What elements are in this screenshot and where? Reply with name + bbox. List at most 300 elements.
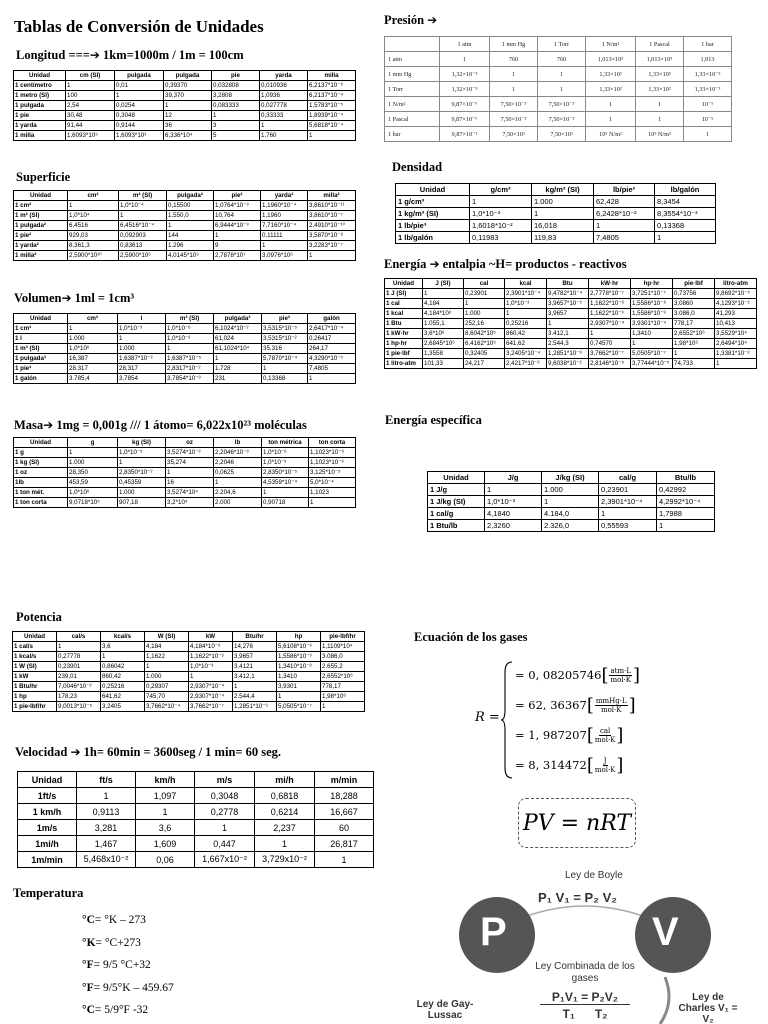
velocidad-heading: Velocidad ➔ 1h= 60min = 3600seg / 1 min= 60 seg.	[15, 745, 282, 759]
row-label: 1 Btu/hr	[13, 682, 57, 692]
column-header: W (SI)	[145, 632, 189, 642]
column-header: yarda	[260, 71, 308, 81]
table-cell: 1,7988	[657, 508, 715, 520]
table-cell: 1	[115, 91, 164, 101]
table-cell: 0,2778	[195, 804, 255, 820]
table-cell: 1	[440, 52, 490, 67]
row-label: 1 m³ (SI)	[14, 344, 68, 354]
table-cell: 0,6818	[255, 788, 315, 804]
table-cell: 18,288	[315, 788, 374, 804]
row-label: 1 l	[14, 334, 68, 344]
table-row	[428, 520, 715, 532]
table-row	[14, 324, 356, 334]
table-row	[385, 289, 757, 299]
column-header: cal/s	[57, 632, 101, 642]
column-header: ton métrica	[262, 438, 309, 448]
table-cell: 5,6818*10⁻⁴	[308, 121, 356, 131]
table-row	[14, 231, 356, 241]
table-cell: 3,9657*10⁻³	[547, 299, 589, 309]
right-bracket-icon: ]	[616, 754, 624, 776]
table-cell: 1	[145, 662, 189, 672]
table-row	[14, 468, 356, 478]
table-cell: 35,274	[166, 458, 214, 468]
table-cell: 9,8692*10⁻³	[715, 289, 757, 299]
formula-variable: °K	[82, 936, 96, 949]
table-cell: 0,0625	[214, 468, 262, 478]
table-row	[14, 121, 356, 131]
table-row	[385, 67, 732, 82]
unit-numerator: J	[603, 756, 607, 765]
table-cell: 1,3410	[277, 672, 321, 682]
table-cell: 1.000	[464, 309, 505, 319]
table-cell: 1,1960	[261, 211, 308, 221]
gases-heading: Ecuación de los gases	[414, 630, 528, 644]
column-header: J/kg (SI)	[542, 472, 599, 484]
table-cell: 0,25216	[505, 319, 547, 329]
gas-constant-equation	[515, 690, 715, 720]
row-label: 1 cal/g	[428, 508, 485, 520]
combined-law-numerator: P₁V₁ = P₂V₂	[540, 990, 630, 1005]
table-cell: 1.728	[214, 364, 262, 374]
row-label: 1 hp·hr	[385, 339, 423, 349]
table-row	[428, 484, 715, 496]
row-label: 1 hp	[13, 692, 57, 702]
column-header: Btu/hr	[233, 632, 277, 642]
table-cell: 3.412,1	[233, 672, 277, 682]
row-label: 1 g/cm³	[396, 196, 470, 208]
left-bracket-icon: [	[586, 754, 594, 776]
table-cell: 1	[684, 127, 732, 142]
row-label: 1m/min	[18, 852, 77, 868]
table-cell: 1,1622*10⁻³	[589, 309, 631, 319]
table-cell: 2,54	[66, 101, 115, 111]
table-cell: 1	[77, 788, 136, 804]
table-row	[14, 334, 356, 344]
column-header: cm (SI)	[66, 71, 115, 81]
table-header-row	[396, 184, 716, 196]
column-header: kW	[189, 632, 233, 642]
table-cell: 9,6038*10⁻²	[547, 359, 589, 369]
row-label: 1 pulgada²	[14, 221, 68, 231]
table-cell: 0,3048	[195, 788, 255, 804]
temperature-formula	[82, 1004, 148, 1016]
table-cell: 4,184	[145, 642, 189, 652]
table-cell: 1	[308, 374, 356, 384]
table-header-row	[385, 37, 732, 52]
table-cell: 1	[68, 324, 118, 334]
row-label: 1 cal	[385, 299, 423, 309]
column-header: Btu	[547, 279, 589, 289]
table-cell: 1,0*10⁻³	[470, 208, 532, 220]
temperatura-heading: Temperatura	[13, 886, 84, 900]
column-header: pulgada³	[214, 314, 262, 324]
arrow-right-icon: ➔	[61, 291, 72, 305]
column-header: Unidad	[14, 438, 68, 448]
table-cell: 3,9301	[277, 682, 321, 692]
column-header: Btu/lb	[657, 472, 715, 484]
table-cell: 144	[167, 231, 214, 241]
row-label: 1 W (SI)	[13, 662, 57, 672]
table-cell: 1,0*10⁻⁶	[166, 324, 214, 334]
gas-constant-equations	[515, 660, 715, 780]
table-row	[385, 52, 732, 67]
formula-variable: °F	[82, 959, 94, 971]
table-cell: 7,4805	[594, 232, 655, 244]
table-cell: 1,5586*10⁻⁶	[631, 299, 673, 309]
row-label: 1 J/g	[428, 484, 485, 496]
table-cell: 745,70	[145, 692, 189, 702]
table-cell: 10,764	[214, 211, 261, 221]
row-label: 1 N/m²	[385, 97, 440, 112]
column-header: kg/m³ (SI)	[532, 184, 594, 196]
table-cell: 1	[655, 232, 716, 244]
table-cell: 3.412,1	[547, 329, 589, 339]
column-header: J (SI)	[423, 279, 464, 289]
gas-constant-value: = 0, 08205746	[515, 668, 602, 682]
table-cell: 2,2046*10⁻³	[214, 448, 262, 458]
table-cell: 39,370	[164, 91, 212, 101]
column-header: cm²	[68, 191, 119, 201]
table-cell: 1.000	[542, 484, 599, 496]
table-cell: 0,447	[195, 836, 255, 852]
table-cell: 4,2992*10⁻⁴	[657, 496, 715, 508]
table-row	[14, 374, 356, 384]
table-cell: 0,13368	[655, 220, 716, 232]
table-row	[385, 339, 757, 349]
row-label: 1 J (SI)	[385, 289, 423, 299]
table-cell: 2,4217*10⁻²	[505, 359, 547, 369]
table-cell: 62,428	[594, 196, 655, 208]
table-cell: 4,184*10³	[423, 309, 464, 319]
volume-letter: V	[652, 910, 679, 954]
table-row	[385, 97, 732, 112]
table-cell: 0,45359	[118, 478, 166, 488]
table-cell: 16,667	[315, 804, 374, 820]
table-cell: 2,7878*10⁷	[214, 251, 261, 261]
row-label: 1 oz	[14, 468, 68, 478]
table-cell: 1,0*10⁻³	[262, 458, 309, 468]
table-cell: 2,2046	[214, 458, 262, 468]
table-cell: 778,17	[673, 319, 715, 329]
table-cell: 1	[464, 299, 505, 309]
unit-fraction	[595, 757, 616, 774]
table-cell: 3,9301*10⁻⁴	[631, 319, 673, 329]
table-cell: 1	[586, 112, 636, 127]
row-label: 1 milla²	[14, 251, 68, 261]
column-header: 1 N/m²	[586, 37, 636, 52]
table-cell: 1	[542, 496, 599, 508]
unit-fraction	[595, 697, 628, 714]
superficie-heading: Superficie	[16, 170, 71, 184]
table-row	[13, 662, 365, 672]
table-cell: 6,1024*10⁻²	[214, 324, 262, 334]
column-header: km/h	[136, 772, 195, 788]
table-cell: 1	[715, 359, 757, 369]
row-label: 1 pulgada³	[14, 354, 68, 364]
table-cell: 0,23901	[464, 289, 505, 299]
table-cell: 2,9307*10⁻⁴	[189, 692, 233, 702]
row-label: 1 kg (SI)	[14, 458, 68, 468]
table-cell: 2,237	[255, 820, 315, 836]
column-header: milla	[308, 71, 356, 81]
table-cell: 9,4782*10⁻⁴	[547, 289, 589, 299]
table-cell: 1,3381*10⁻²	[715, 349, 757, 359]
row-label: 1 pie-lbf/hr	[13, 702, 57, 712]
table-row	[385, 299, 757, 309]
table-cell: 5,6108*10⁻³	[277, 642, 321, 652]
column-header: 1 bar	[684, 37, 732, 52]
table-cell: 119,83	[532, 232, 594, 244]
table-cell: 3,7854*10⁻³	[166, 374, 214, 384]
table-cell: 0,083333	[212, 101, 260, 111]
table-cell: 1,0936	[260, 91, 308, 101]
formula-expression: = 9/5°K – 459.67	[93, 981, 174, 994]
page-title: Tablas de Conversión de Unidades	[14, 17, 264, 36]
table-cell: 3,7251*10⁻⁷	[631, 289, 673, 299]
table-cell: 1	[57, 642, 101, 652]
table-cell: 2,5900*10¹⁰	[68, 251, 119, 261]
table-cell: 3,9657	[233, 652, 277, 662]
table-cell: 641,62	[101, 692, 145, 702]
table-cell: 3,5315*10⁻²	[262, 334, 308, 344]
row-label: 1 J/kg (SI)	[428, 496, 485, 508]
table-cell: 60	[315, 820, 374, 836]
table-cell: 1,1622	[145, 652, 189, 662]
column-header: kcal/s	[101, 632, 145, 642]
table-cell: 6,4516	[68, 221, 119, 231]
table-cell: 4,5359*10⁻⁴	[262, 478, 309, 488]
table-cell: 1,0*10⁻³	[189, 662, 233, 672]
row-label: 1 km/h	[18, 804, 77, 820]
table-cell: 2.000	[214, 498, 262, 508]
table-cell: 760	[490, 52, 538, 67]
table-cell: 1,013×10⁵	[586, 52, 636, 67]
table-cell: 2.326,0	[542, 520, 599, 532]
temperature-formula	[82, 914, 146, 926]
temperature-formula	[82, 982, 174, 994]
right-bracket-icon: ]	[632, 664, 641, 686]
gas-constant-equation	[515, 750, 715, 780]
table-cell: 2,5900*10⁶	[119, 251, 167, 261]
table-cell: 9	[214, 241, 261, 251]
column-header: ton corta	[309, 438, 356, 448]
unit-denominator: mol·K	[594, 735, 616, 744]
formula-expression: = 9/5 °C+32	[93, 959, 151, 971]
row-label: 1 bar	[385, 127, 440, 142]
table-cell: 3,729x10⁻²	[255, 852, 315, 868]
table-cell: 1	[631, 339, 673, 349]
energia-especifica-table	[427, 471, 715, 532]
table-cell: 4,1840	[485, 508, 542, 520]
right-bracket-icon: ]	[628, 694, 636, 716]
table-cell: 453,59	[68, 478, 118, 488]
table-header-row	[18, 772, 374, 788]
table-cell: 1,3410*10⁻³	[277, 662, 321, 672]
table-cell: 1,32×10⁻³	[440, 67, 490, 82]
row-label: 1 mm Hg	[385, 67, 440, 82]
table-header-row	[428, 472, 715, 484]
table-cell: 1	[315, 852, 374, 868]
table-row	[428, 496, 715, 508]
table-cell: 24,217	[464, 359, 505, 369]
potencia-heading: Potencia	[16, 610, 62, 624]
table-cell: 6,2137*10⁻⁴	[308, 91, 356, 101]
table-cell: 10⁵ N/m²	[636, 127, 684, 142]
table-cell: 0,86042	[101, 662, 145, 672]
table-cell: 0,032808	[212, 81, 260, 91]
table-cell: 1	[214, 354, 262, 364]
temperature-formula	[82, 959, 151, 971]
row-label: 1 Torr	[385, 82, 440, 97]
column-header: l	[118, 314, 166, 324]
table-cell: 3,0976*10⁶	[261, 251, 308, 261]
table-cell: 0,23901	[599, 484, 657, 496]
column-header: pie	[212, 71, 260, 81]
table-cell: 41,293	[715, 309, 757, 319]
column-header: Unidad	[14, 71, 66, 81]
table-cell: 5,468x10⁻²	[77, 852, 136, 868]
column-header: milla²	[308, 191, 356, 201]
column-header: cm³	[68, 314, 118, 324]
table-cell: 1,5783*10⁻⁵	[308, 101, 356, 111]
table-cell: 1,33×10²	[636, 82, 684, 97]
column-header: m/min	[315, 772, 374, 788]
table-cell: 0,32405	[464, 349, 505, 359]
column-header: hp	[277, 632, 321, 642]
table-cell: 10⁻⁵	[684, 97, 732, 112]
left-bracket-icon: [	[601, 664, 609, 686]
table-cell: 1,0*10⁻³	[505, 299, 547, 309]
table-cell: 2,4910*10⁻¹⁰	[308, 221, 356, 231]
unit-denominator: mol·K	[610, 675, 631, 684]
table-row	[396, 208, 716, 220]
row-label: 1 yarda²	[14, 241, 68, 251]
column-header: Unidad	[385, 279, 423, 289]
table-cell: 1,98*10⁶	[673, 339, 715, 349]
table-cell: 28,317	[118, 364, 166, 374]
table-cell: 0,15500	[167, 201, 214, 211]
table-cell: 3,125*10⁻⁵	[309, 468, 356, 478]
row-label: 1 pie·lbf	[385, 349, 423, 359]
table-cell: 3	[212, 121, 260, 131]
table-row	[18, 788, 374, 804]
charles-arrow	[660, 977, 669, 1024]
table-cell: 1,0764*10⁻³	[214, 201, 261, 211]
column-header: lb/pie³	[594, 184, 655, 196]
table-cell: 101,33	[423, 359, 464, 369]
table-cell: 1	[164, 101, 212, 111]
table-cell: 1.000	[68, 334, 118, 344]
table-cell: 1	[214, 478, 262, 488]
formula-expression: = 5/9°F -32	[94, 1004, 149, 1016]
energia-heading: Energía ➔ entalpia ~H= productos - reactivos	[384, 257, 627, 271]
table-cell: 1	[309, 498, 356, 508]
table-cell: 28.317	[68, 364, 118, 374]
table-cell: 1,1960*10⁻⁴	[261, 201, 308, 211]
table-header-row	[14, 314, 356, 324]
column-header: pie²	[214, 191, 261, 201]
table-cell: 7,0046*10⁻²	[57, 682, 101, 692]
table-row	[14, 344, 356, 354]
table-cell: 2.204,6	[214, 488, 262, 498]
column-header: 1 Pascal	[636, 37, 684, 52]
table-cell: 1	[167, 221, 214, 231]
table-cell: 1	[308, 131, 356, 141]
table-header-row	[14, 438, 356, 448]
table-cell: 1	[212, 111, 260, 121]
table-cell: 1	[277, 692, 321, 702]
table-cell: 9,87×10⁻⁶	[440, 97, 490, 112]
charles-label: Ley de Charles V₁ = V₂	[678, 992, 738, 1024]
table-cell: 7,50×10⁻³	[490, 112, 538, 127]
table-cell: 1	[586, 97, 636, 112]
row-label: 1 kW·hr	[385, 329, 423, 339]
table-row	[385, 349, 757, 359]
arrow-right-icon: ➔	[70, 745, 81, 759]
ideal-gas-law: PV = nRT	[522, 810, 632, 836]
table-cell: 1,6093*10³	[115, 131, 164, 141]
velocidad-table	[17, 771, 374, 868]
table-cell: 0,6214	[255, 804, 315, 820]
table-cell: 1,609	[136, 836, 195, 852]
masa-heading: Masa➔ 1mg = 0,001g /// 1 átomo= 6,022x10²³ moléculas	[14, 418, 307, 432]
table-cell: 2,6494*10⁴	[715, 339, 757, 349]
unit-denominator: mol·K	[594, 765, 616, 774]
column-header: Unidad	[428, 472, 485, 484]
table-cell: 3,5274*10⁴	[166, 488, 214, 498]
boyle-equation: P₁ V₁ = P₂ V₂	[538, 890, 618, 905]
table-cell: 1	[101, 652, 145, 662]
table-cell: 1,6093*10⁵	[66, 131, 115, 141]
row-label: 1 galón	[14, 374, 68, 384]
table-cell: 1.055,1	[423, 319, 464, 329]
table-cell: 4,1293*10⁻²	[715, 299, 757, 309]
table-cell: 74,733	[673, 359, 715, 369]
table-cell: 0,11983	[470, 232, 532, 244]
row-label: 1m/s	[18, 820, 77, 836]
table-cell: 1,5586*10⁻³	[631, 309, 673, 319]
table-row	[14, 131, 356, 141]
table-cell: 7,50×10⁻³	[490, 97, 538, 112]
table-cell: 1,2851*10⁻³	[233, 702, 277, 712]
densidad-heading: Densidad	[392, 160, 443, 174]
table-cell: 0,90718	[262, 498, 309, 508]
table-cell: 16	[166, 478, 214, 488]
table-cell: 3,8610*10⁻¹¹	[308, 201, 356, 211]
table-cell: 2,6417*10⁻⁴	[308, 324, 356, 334]
table-cell: 1	[490, 67, 538, 82]
table-cell: 1	[321, 702, 365, 712]
table-cell: 3,2*10⁴	[166, 498, 214, 508]
row-label: 1 pie	[14, 111, 66, 121]
combined-law-denominator: T₁ T₂	[562, 1007, 608, 1021]
table-cell: 1	[262, 364, 308, 374]
table-row	[14, 81, 356, 91]
left-brace-icon	[500, 660, 514, 780]
column-header: lb	[214, 438, 262, 448]
table-cell: 1,8939*10⁻⁴	[308, 111, 356, 121]
table-cell: 2,6552*10⁶	[673, 329, 715, 339]
presion-heading: Presión ➔	[384, 13, 438, 27]
table-row	[14, 201, 356, 211]
gas-constant-value: = 1, 987207	[515, 728, 587, 742]
table-cell: 0,29307	[145, 682, 189, 692]
table-cell: 641,62	[505, 339, 547, 349]
table-cell: 0,55593	[599, 520, 657, 532]
column-header: Unidad	[396, 184, 470, 196]
table-cell: 1,6387*10⁻²	[118, 354, 166, 364]
table-row	[14, 241, 356, 251]
